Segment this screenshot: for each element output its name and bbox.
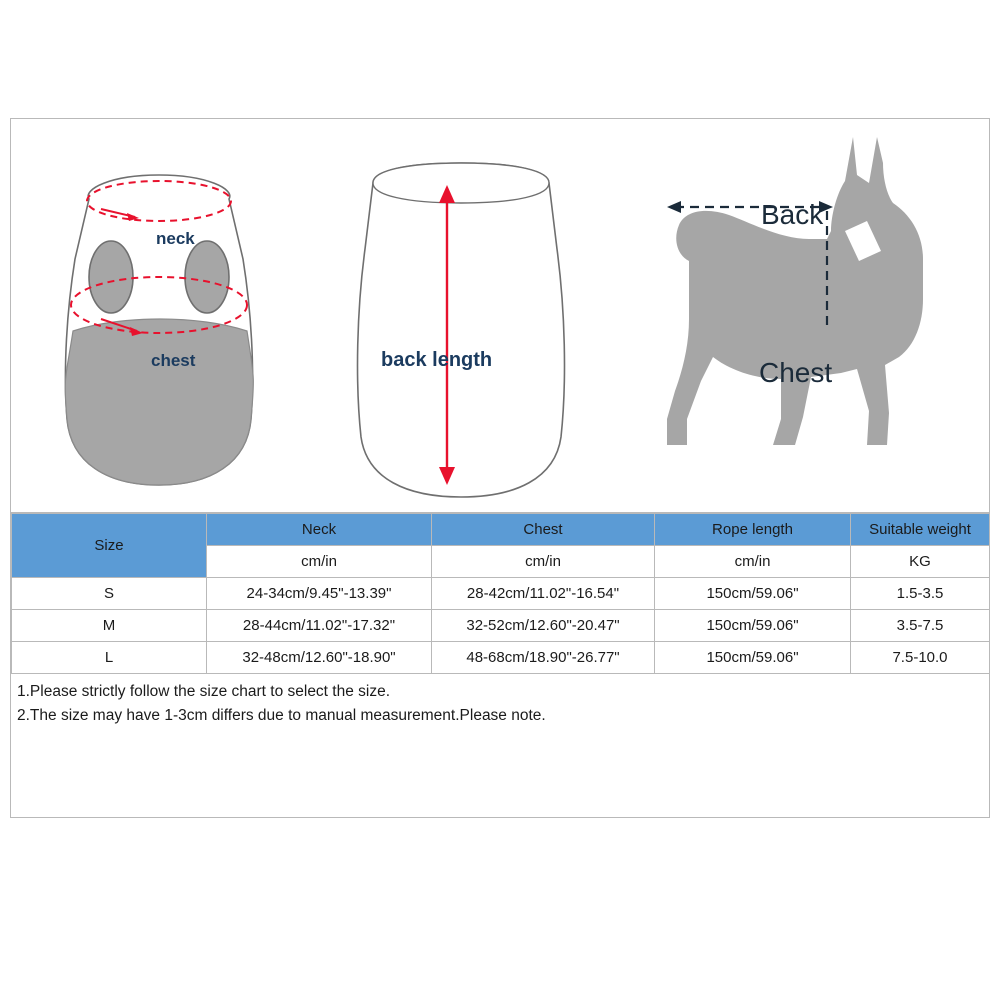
notes-block bbox=[11, 674, 989, 728]
garment-back-view bbox=[311, 119, 611, 512]
size-chart-panel bbox=[10, 118, 990, 818]
label-dog-back: Back bbox=[761, 199, 824, 230]
table-row bbox=[12, 578, 990, 610]
cell-weight: 3.5-7.5 bbox=[851, 610, 990, 642]
garment-front-svg bbox=[11, 119, 311, 513]
cell-neck: 32-48cm/12.60"-18.90" bbox=[207, 642, 432, 674]
garment-right-armhole bbox=[185, 241, 229, 313]
garment-back-collar bbox=[373, 163, 549, 203]
note-1: 1.Please strictly follow the size chart to select the size. bbox=[17, 683, 391, 700]
cell-size: L bbox=[12, 642, 207, 674]
dog-silhouette bbox=[667, 137, 923, 445]
dog-back-arrow-left bbox=[667, 201, 681, 213]
garment-gray-panel bbox=[65, 319, 253, 485]
garment-back-outline bbox=[358, 163, 565, 497]
note-2: 2.The size may have 1-3cm differs due to manual measurement.Please note. bbox=[17, 707, 546, 725]
header-suitable-weight: Suitable weight bbox=[851, 514, 990, 546]
cell-chest: 28-42cm/11.02"-16.54" bbox=[432, 578, 655, 610]
cell-neck: 24-34cm/9.45"-13.39" bbox=[207, 578, 432, 610]
garment-left-armhole bbox=[89, 241, 133, 313]
label-chest: chest bbox=[151, 351, 196, 370]
unit-chest: cm/in bbox=[432, 546, 655, 578]
cell-rope-length: 150cm/59.06" bbox=[655, 578, 851, 610]
cell-rope-length: 150cm/59.06" bbox=[655, 642, 851, 674]
header-neck: Neck bbox=[207, 514, 432, 546]
table-row bbox=[12, 642, 990, 674]
header-size: Size bbox=[12, 514, 207, 578]
header-rope-length: Rope length bbox=[655, 514, 851, 546]
cell-weight: 1.5-3.5 bbox=[851, 578, 990, 610]
cell-weight: 7.5-10.0 bbox=[851, 642, 990, 674]
illustration-area bbox=[11, 119, 989, 513]
unit-suitable-weight: KG bbox=[851, 546, 990, 578]
unit-neck: cm/in bbox=[207, 546, 432, 578]
cell-chest: 32-52cm/12.60"-20.47" bbox=[432, 610, 655, 642]
cell-neck: 28-44cm/11.02"-17.32" bbox=[207, 610, 432, 642]
garment-back-svg bbox=[311, 119, 611, 513]
cell-chest: 48-68cm/18.90"-26.77" bbox=[432, 642, 655, 674]
cell-size: M bbox=[12, 610, 207, 642]
label-dog-chest: Chest bbox=[759, 357, 833, 388]
table-header-row bbox=[12, 514, 990, 546]
garment-front-view bbox=[11, 119, 311, 512]
header-chest: Chest bbox=[432, 514, 655, 546]
dog-svg bbox=[631, 119, 989, 513]
label-back-length: back length bbox=[381, 349, 493, 371]
cell-size: S bbox=[12, 578, 207, 610]
label-neck: neck bbox=[156, 229, 195, 248]
size-table bbox=[11, 513, 990, 674]
unit-rope-length: cm/in bbox=[655, 546, 851, 578]
dog-measurement-view bbox=[631, 119, 989, 512]
table-row bbox=[12, 610, 990, 642]
cell-rope-length: 150cm/59.06" bbox=[655, 610, 851, 642]
